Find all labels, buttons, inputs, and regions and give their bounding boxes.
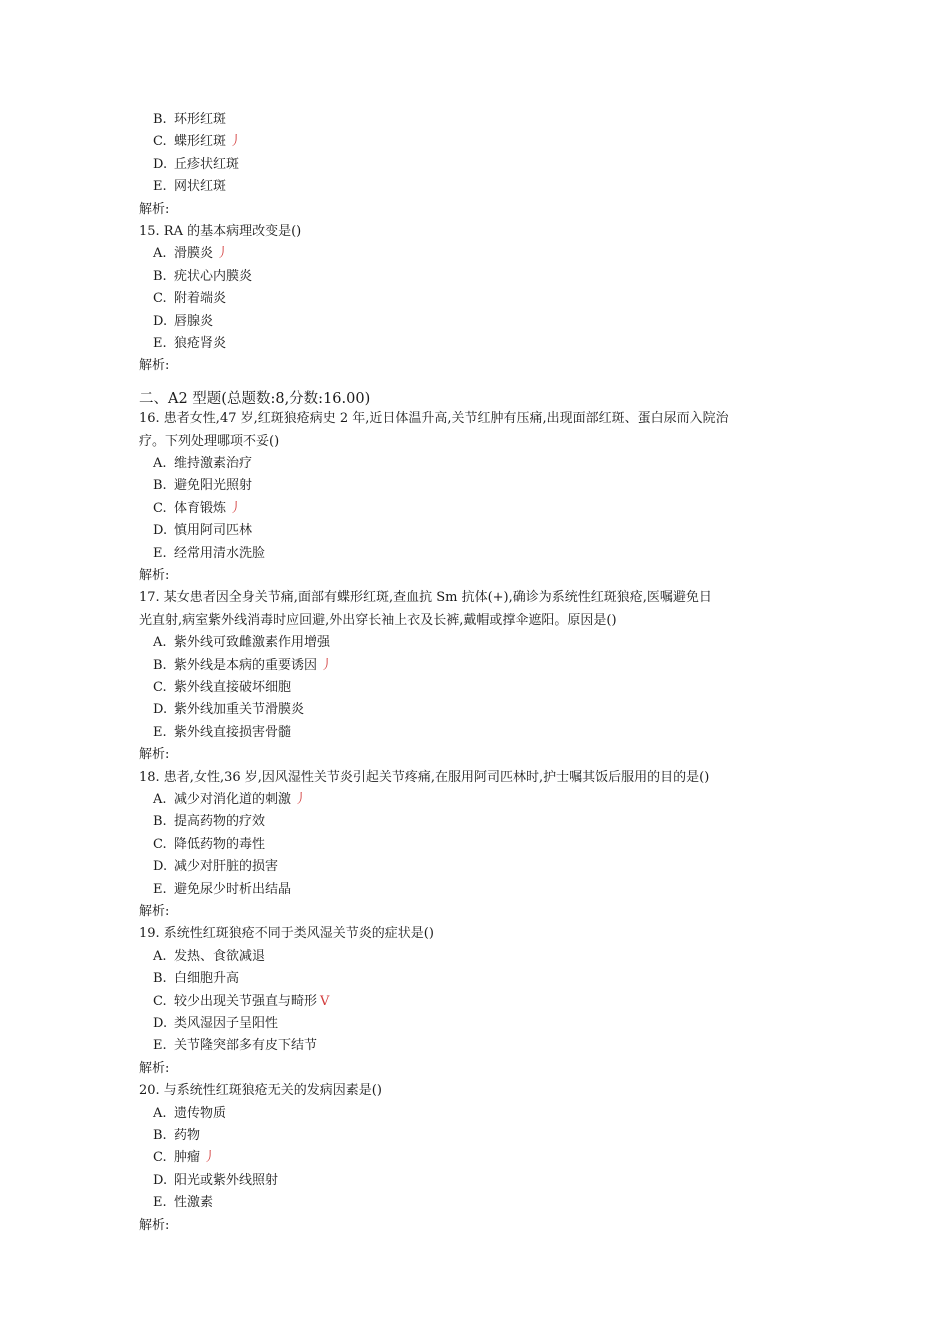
option-letter: B. [153, 1128, 167, 1143]
answer-mark: 丿 [229, 500, 243, 516]
option-letter: D. [153, 156, 168, 172]
option-row [153, 1035, 833, 1057]
option-row [153, 109, 833, 131]
analysis-label: 解析: [139, 568, 170, 583]
answer-mark: 丿 [216, 246, 230, 262]
option-letter: D. [153, 1172, 168, 1188]
option-text: 紫外线是本病的重要诱因 [174, 657, 318, 673]
analysis-label: 解析: [139, 1217, 170, 1233]
option-row [153, 475, 833, 497]
answer-mark: 丿 [229, 134, 243, 150]
question-stem: 17. 某女患者因全身关节痛,面部有蝶形红斑,查血抗 Sm 抗体(+),确诊为系统性红斑狼疮,医嘱避免日 [139, 590, 712, 606]
option-row [153, 288, 833, 310]
option-text: 附着端炎 [174, 291, 227, 307]
option-row [153, 1147, 833, 1169]
option-text: 紫外线直接破坏细胞 [174, 680, 292, 695]
option-text: 较少出现关节强直与畸形 [174, 993, 318, 1009]
option-letter: C. [153, 500, 167, 516]
option-text: 减少对消化道的刺激 [174, 792, 292, 807]
answer-mark: 丿 [294, 792, 308, 807]
option-row [153, 968, 833, 990]
option-letter: B. [153, 112, 167, 127]
option-text: 发热、食欲减退 [174, 948, 266, 964]
option-text: 性激素 [174, 1195, 214, 1211]
option-letter: D. [153, 313, 168, 329]
option-text: 避免尿少时析出结晶 [174, 881, 292, 897]
option-row [153, 333, 833, 355]
answer-mark: 丿 [320, 657, 334, 673]
question-stem: 疗。下列处理哪项不妥() [139, 433, 280, 449]
option-text: 阳光或紫外线照射 [174, 1172, 279, 1188]
option-text: 疣状心内膜炎 [174, 268, 253, 284]
option-text: 维持激素治疗 [174, 456, 253, 471]
option-row [153, 1192, 833, 1214]
option-row [153, 311, 833, 333]
analysis-label: 解析: [139, 904, 170, 919]
option-letter: C. [153, 1150, 167, 1166]
option-letter: D. [153, 859, 168, 875]
option-text: 关节隆突部多有皮下结节 [174, 1038, 318, 1054]
option-letter: E. [153, 1195, 167, 1211]
option-letter: B. [153, 657, 167, 673]
option-letter: B. [153, 478, 167, 494]
option-row [153, 699, 833, 721]
option-row [153, 1103, 833, 1125]
option-text: 紫外线加重关节滑膜炎 [174, 702, 305, 718]
option-row [153, 677, 833, 699]
option-row [153, 811, 833, 833]
analysis-label: 解析: [139, 747, 170, 763]
option-letter: A. [153, 792, 167, 807]
option-text: 体育锻炼 [174, 500, 227, 516]
question-stem: 20. 与系统性红斑狼疮无关的发病因素是() [139, 1083, 382, 1099]
analysis-label: 解析: [139, 1060, 170, 1076]
analysis-label: 解析: [139, 358, 170, 374]
option-row [153, 1125, 833, 1147]
option-text: 网状红斑 [174, 179, 227, 195]
option-row [153, 722, 833, 744]
option-letter: C. [153, 291, 167, 307]
option-row [153, 131, 833, 153]
option-text: 滑膜炎 [174, 246, 214, 262]
option-text: 丘疹状红斑 [174, 156, 240, 172]
option-letter: B. [153, 971, 167, 987]
section-title: 二、A2 型题(总题数:8,分数:16.00) [139, 390, 371, 407]
option-letter: D. [153, 702, 168, 718]
option-letter: A. [153, 948, 167, 964]
option-letter: A. [153, 456, 167, 471]
question-stem: 15. RA 的基本病理改变是() [139, 224, 302, 239]
option-row [153, 789, 833, 811]
option-letter: A. [153, 635, 167, 651]
question-stem: 光直射,病室紫外线消毒时应回避,外出穿长袖上衣及长裤,戴帽或撑伞遮阳。原因是() [139, 612, 617, 628]
option-letter: E. [153, 179, 167, 195]
option-row [153, 632, 833, 654]
option-letter: C. [153, 993, 167, 1009]
option-letter: E. [153, 724, 167, 740]
option-letter: E. [153, 336, 167, 351]
option-row [153, 243, 833, 265]
option-text: 提高药物的疗效 [174, 814, 266, 830]
option-row [153, 154, 833, 176]
analysis-label: 解析: [139, 201, 170, 217]
option-letter: E. [153, 545, 167, 561]
option-letter: D. [153, 523, 168, 539]
option-letter: C. [153, 836, 167, 852]
option-text: 唇腺炎 [174, 313, 214, 329]
option-row [153, 498, 833, 520]
option-row [153, 1170, 833, 1192]
question-stem: 16. 患者女性,47 岁,红斑狼疮病史 2 年,近日体温升高,关节红肿有压痛,出现面部红斑、蛋白尿而入院治 [139, 411, 729, 427]
option-letter: B. [153, 814, 167, 830]
option-letter: B. [153, 268, 167, 284]
option-row [153, 1013, 833, 1035]
answer-mark: V [320, 993, 330, 1009]
question-stem: 18. 患者,女性,36 岁,因风湿性关节炎引起关节疼痛,在服用阿司匹林时,护士嘱其饭后服用的目的是() [139, 769, 710, 785]
option-text: 环形红斑 [174, 112, 227, 127]
option-text: 紫外线直接损害骨髓 [174, 724, 292, 740]
option-text: 减少对肝脏的损害 [174, 859, 279, 875]
option-text: 药物 [174, 1128, 201, 1143]
option-text: 降低药物的毒性 [174, 836, 266, 852]
question-stem: 19. 系统性红斑狼疮不同于类风湿关节炎的症状是() [139, 926, 434, 942]
option-text: 经常用清水洗脸 [174, 545, 266, 561]
option-letter: D. [153, 1016, 168, 1031]
option-row [153, 520, 833, 542]
option-letter: A. [153, 246, 167, 262]
option-row [153, 856, 833, 878]
option-letter: C. [153, 134, 167, 150]
option-text: 遗传物质 [174, 1105, 227, 1121]
option-text: 白细胞升高 [174, 971, 240, 987]
answer-mark: 丿 [203, 1150, 217, 1166]
option-text: 避免阳光照射 [174, 478, 253, 494]
option-row [153, 946, 833, 968]
option-text: 慎用阿司匹林 [174, 523, 253, 539]
option-text: 紫外线可致雌激素作用增强 [174, 635, 331, 651]
option-row [153, 991, 833, 1013]
option-text: 类风湿因子呈阳性 [174, 1016, 279, 1031]
option-row [153, 834, 833, 856]
option-row [153, 176, 833, 198]
option-letter: C. [153, 680, 167, 695]
option-letter: A. [153, 1105, 167, 1121]
option-row [153, 543, 833, 565]
option-row [153, 879, 833, 901]
option-row [153, 453, 833, 475]
option-row [153, 266, 833, 288]
option-text: 狼疮肾炎 [174, 336, 227, 351]
option-row [153, 655, 833, 677]
option-text: 肿瘤 [174, 1150, 201, 1166]
option-letter: E. [153, 881, 167, 897]
option-text: 蝶形红斑 [174, 134, 227, 150]
option-letter: E. [153, 1038, 167, 1054]
